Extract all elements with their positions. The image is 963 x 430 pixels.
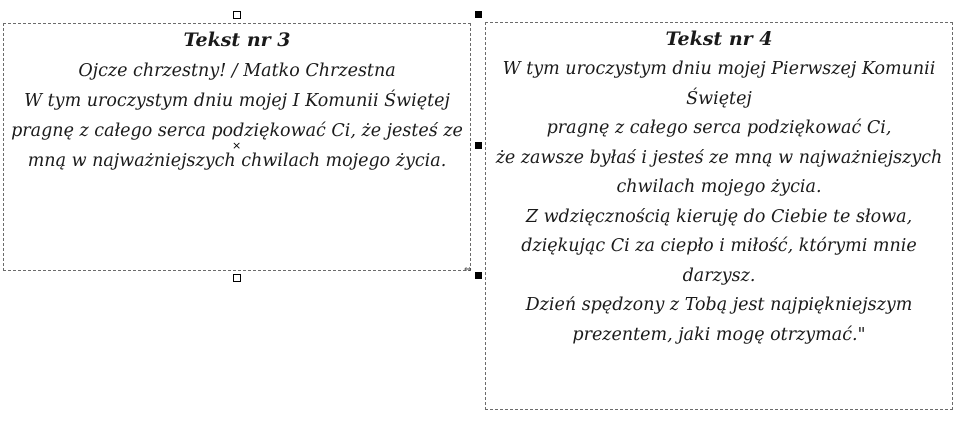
text-box-4-line: W tym uroczystym dniu mojej Pierwszej Komunii bbox=[502, 59, 936, 79]
text-box-4-line: Świętej bbox=[686, 88, 752, 109]
text-box-4-title: Tekst nr 4 bbox=[665, 28, 773, 50]
text-box-4-line: dziękując Ci za ciepło i miłość, którymi mnie bbox=[521, 236, 917, 256]
text-box-4-line: Dzień spędzony z Tobą jest najpiękniejszym bbox=[525, 295, 913, 315]
text-box-3-line: Ojcze chrzestny! / Matko Chrzestna bbox=[78, 61, 396, 81]
text-box-4-line: darzysz. bbox=[682, 265, 756, 286]
text-box-4-line: Z wdzięcznością kieruję do Ciebie te słowa, bbox=[525, 206, 913, 227]
selection-handle-top-right[interactable] bbox=[475, 11, 482, 18]
selection-handle-right[interactable] bbox=[475, 142, 482, 149]
text-box-3-line: mną w najważniejszych chwilach mojego życia. bbox=[27, 151, 447, 171]
resize-arrows-icon[interactable]: ⇔ bbox=[464, 265, 472, 275]
text-box-4-line: chwilach mojego życia. bbox=[616, 177, 822, 197]
text-box-4-line: że zawsze byłaś i jesteś ze mną w najważniejszych bbox=[495, 147, 943, 168]
anchor-marker-icon: × bbox=[232, 139, 242, 152]
selection-handle-bottom[interactable] bbox=[233, 274, 241, 282]
text-box-3-line: pragnę z całego serca podziękować Ci, że jesteś ze bbox=[11, 121, 463, 141]
text-box-3-title: Tekst nr 3 bbox=[183, 29, 291, 51]
text-box-4-line: pragnę z całego serca podziękować Ci, bbox=[546, 118, 892, 138]
text-box-4-line: prezentem, jaki mogę otrzymać." bbox=[572, 324, 866, 345]
text-box-4[interactable] bbox=[485, 22, 953, 410]
text-box-3-line: W tym uroczystym dniu mojej I Komunii Świętej bbox=[24, 91, 450, 111]
selection-handle-bottom-right[interactable] bbox=[475, 272, 482, 279]
selection-handle-top[interactable] bbox=[233, 11, 241, 19]
